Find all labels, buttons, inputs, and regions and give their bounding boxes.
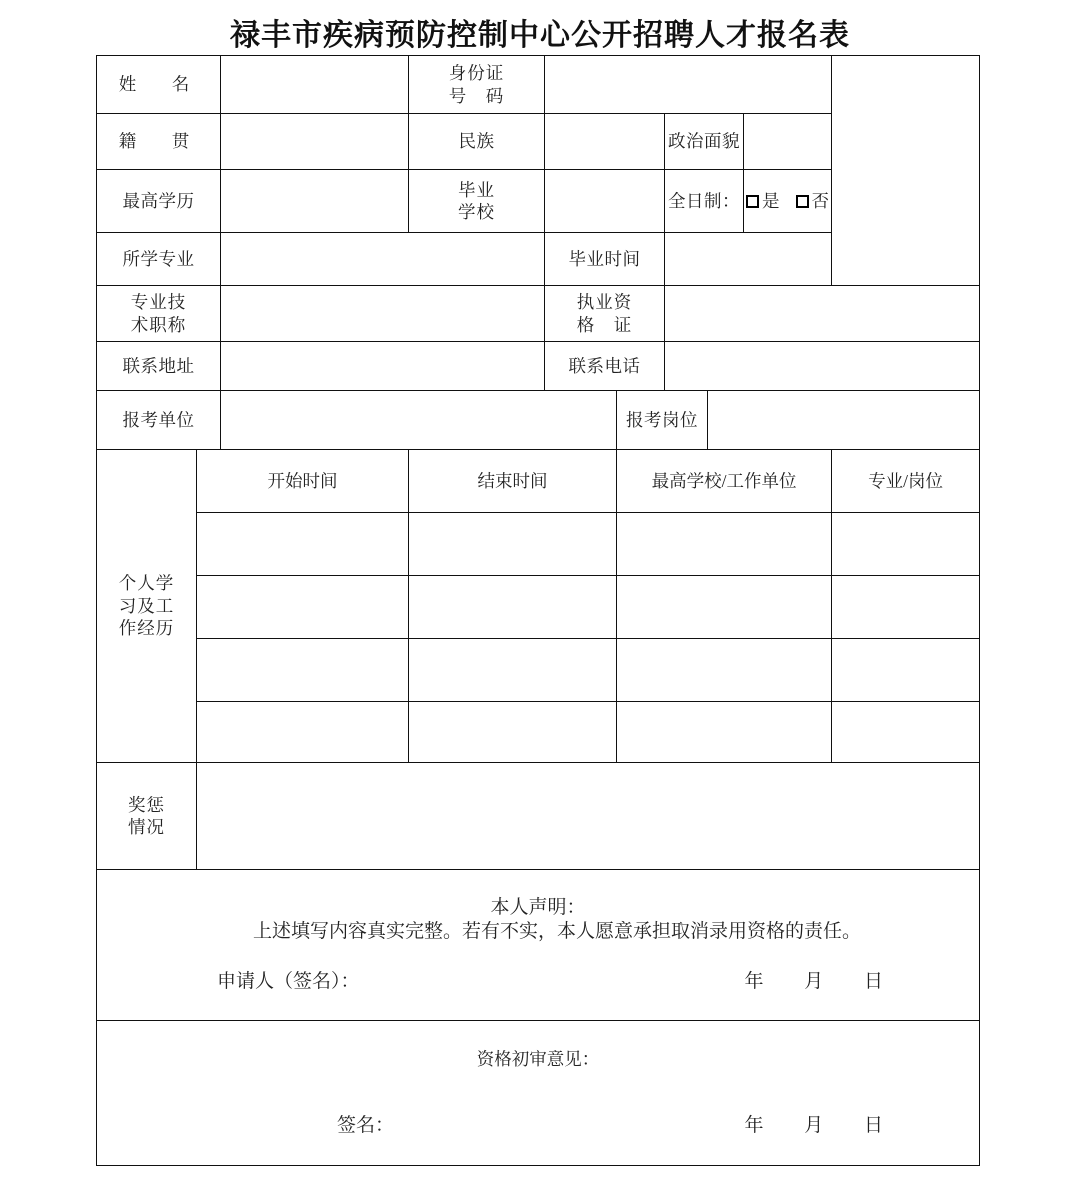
experience-cell-school-unit[interactable] (617, 639, 832, 702)
label-rewards-line2: 情况 (128, 817, 165, 837)
checkbox-fulltime-no-label: 否 (811, 190, 830, 211)
value-professional-title[interactable] (221, 286, 545, 342)
label-personal-experience-line1: 个人学 (118, 573, 175, 594)
label-personal-experience (97, 450, 197, 763)
checkbox-fulltime-yes[interactable] (746, 190, 780, 212)
label-professional-title (97, 286, 221, 342)
table-row-name (97, 56, 980, 114)
table-row-rewards (97, 763, 980, 870)
experience-cell-school-unit[interactable] (617, 513, 832, 576)
experience-cell-major-post[interactable] (832, 513, 980, 576)
checkbox-fulltime-yes-label: 是 (762, 190, 780, 211)
label-political-status: 政治面貌 (665, 114, 744, 170)
value-practice-cert[interactable] (665, 286, 980, 342)
reviewer-date-day: 日 (864, 1115, 885, 1137)
registration-form-table (96, 55, 980, 1166)
label-highest-education: 最高学历 (97, 170, 221, 233)
label-name: 姓 名 (97, 56, 221, 114)
checkbox-square-icon (796, 195, 809, 208)
label-major: 所学专业 (97, 233, 221, 286)
label-id-number-line2: 号 码 (448, 85, 505, 106)
experience-row (97, 639, 980, 702)
label-graduation-time: 毕业时间 (545, 233, 665, 286)
experience-row (97, 576, 980, 639)
experience-header-major-post: 专业/岗位 (832, 450, 980, 513)
label-practice-cert-line1: 执业资 (576, 292, 633, 313)
table-row-apply (97, 391, 980, 450)
label-rewards-punishments (97, 763, 197, 870)
declaration-title: 本人声明： (490, 896, 586, 918)
value-rewards-punishments[interactable] (197, 763, 980, 870)
experience-header-school-unit: 最高学校/工作单位 (617, 450, 832, 513)
label-apply-unit: 报考单位 (97, 391, 221, 450)
value-political-status[interactable] (744, 114, 832, 170)
experience-cell-end-time[interactable] (409, 513, 617, 576)
value-apply-unit[interactable] (221, 391, 617, 450)
label-contact-phone: 联系电话 (545, 342, 665, 391)
applicant-signature-label[interactable]: 申请人（签名）： (217, 971, 360, 993)
label-personal-experience-line3: 作经历 (118, 618, 175, 639)
label-graduate-school (409, 170, 545, 233)
experience-cell-major-post[interactable] (832, 576, 980, 639)
experience-cell-end-time[interactable] (409, 576, 617, 639)
label-contact-address: 联系地址 (97, 342, 221, 391)
experience-cell-school-unit[interactable] (617, 576, 832, 639)
experience-header-start-time: 开始时间 (197, 450, 409, 513)
applicant-date-month: 月 (804, 971, 825, 993)
experience-row (97, 513, 980, 576)
value-contact-address[interactable] (221, 342, 545, 391)
experience-cell-start-time[interactable] (197, 639, 409, 702)
label-id-number (409, 56, 545, 114)
value-major[interactable] (221, 233, 545, 286)
label-practice-cert-line2: 格 证 (576, 314, 633, 335)
label-ethnicity: 民族 (409, 114, 545, 170)
experience-cell-start-time[interactable] (197, 513, 409, 576)
experience-cell-start-time[interactable] (197, 576, 409, 639)
experience-cell-end-time[interactable] (409, 639, 617, 702)
checkbox-fulltime-no[interactable] (796, 190, 830, 212)
label-professional-title-line2: 术职称 (130, 314, 187, 335)
label-native-place: 籍 贯 (97, 114, 221, 170)
applicant-signature-line (97, 970, 979, 994)
reviewer-date-line[interactable] (745, 1114, 885, 1138)
label-practice-cert (545, 286, 665, 342)
table-row-review (97, 1021, 980, 1166)
value-name[interactable] (221, 56, 409, 114)
label-fulltime: 全日制： (665, 170, 744, 233)
review-section (97, 1021, 980, 1166)
reviewer-date-month: 月 (804, 1115, 825, 1137)
experience-row (97, 702, 980, 763)
label-graduate-school-line2: 学校 (458, 202, 495, 222)
applicant-date-day: 日 (864, 971, 885, 993)
value-highest-education[interactable] (221, 170, 409, 233)
value-graduate-school[interactable] (545, 170, 665, 233)
experience-cell-major-post[interactable] (832, 702, 980, 763)
reviewer-signature-label[interactable]: 签名： (337, 1115, 395, 1137)
experience-cell-major-post[interactable] (832, 639, 980, 702)
fulltime-options (744, 170, 832, 233)
value-id-number[interactable] (545, 56, 832, 114)
review-title: 资格初审意见： (476, 1048, 600, 1069)
label-apply-post: 报考岗位 (617, 391, 708, 450)
photo-placeholder[interactable] (832, 56, 980, 286)
value-graduation-time[interactable] (665, 233, 832, 286)
page-title: 禄丰市疾病预防控制中心公开招聘人才报名表 (230, 19, 850, 52)
value-native-place[interactable] (221, 114, 409, 170)
label-professional-title-line1: 专业技 (130, 292, 187, 313)
applicant-date-line[interactable] (745, 970, 885, 994)
label-id-number-line1: 身份证 (448, 63, 505, 84)
declaration-body: 上述填写内容真实完整。若有不实，本人愿意承担取消录用资格的责任。 (253, 920, 862, 942)
label-personal-experience-line2: 习及工 (118, 595, 175, 616)
value-ethnicity[interactable] (545, 114, 665, 170)
table-row-declaration (97, 870, 980, 1021)
reviewer-signature-line (97, 1114, 979, 1138)
table-row-professional-title (97, 286, 980, 342)
label-rewards-line1: 奖惩 (128, 794, 165, 815)
experience-cell-end-time[interactable] (409, 702, 617, 763)
experience-header-row (97, 450, 980, 513)
value-contact-phone[interactable] (665, 342, 980, 391)
table-row-contact (97, 342, 980, 391)
experience-header-end-time: 结束时间 (409, 450, 617, 513)
label-graduate-school-line1: 毕业 (458, 179, 495, 200)
experience-cell-start-time[interactable] (197, 702, 409, 763)
declaration-section (97, 870, 980, 1021)
applicant-date-year: 年 (744, 971, 765, 993)
reviewer-date-year: 年 (744, 1115, 765, 1137)
checkbox-square-icon (746, 195, 759, 208)
value-apply-post[interactable] (708, 391, 980, 450)
experience-cell-school-unit[interactable] (617, 702, 832, 763)
